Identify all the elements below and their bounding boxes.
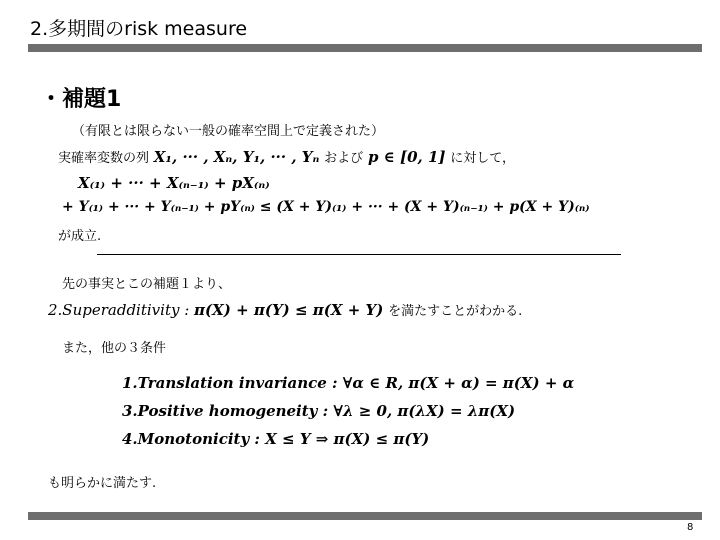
- inequality-line-2: + Y₍₁₎ + ··· + Y₍ₙ₋₁₎ + pY₍ₙ₎ ≤ (X + Y)₍₁₎ + ··· + (X + Y)₍ₙ₋₁₎ + p(X + Y)₍ₙ₎: [62, 199, 590, 215]
- also-text: また，他の３条件: [62, 341, 167, 356]
- holds-text: が成立.: [58, 229, 102, 244]
- p-math: p ∈ [0, 1]: [367, 148, 446, 166]
- separator-rule: [97, 254, 621, 255]
- superadditivity-label: 2.Superadditivity :: [48, 301, 190, 319]
- sequence-math: X₁, ··· , Xₙ, Y₁, ··· , Yₙ: [153, 148, 320, 166]
- slide-title: 2.多期間のrisk measure: [30, 18, 248, 40]
- condition-1: 1.Translation invariance : ∀α ∈ R, π(X + α) = π(X) + α: [122, 374, 575, 392]
- superadditivity-tail: を満たすことがわかる.: [388, 304, 523, 319]
- inequality-line-1: X₍₁₎ + ··· + X₍ₙ₋₁₎ + pX₍ₙ₎: [78, 174, 270, 192]
- conclusion-text: も明らかに満たす.: [48, 476, 157, 491]
- condition-3: 3.Positive homogeneity : ∀λ ≥ 0, π(λX) = λπ(X): [122, 402, 516, 420]
- lemma-note: （有限とは限らない一般の確率空間上で定義された）: [72, 124, 385, 139]
- intro-text: 実確率変数の列: [58, 151, 150, 166]
- superadditivity-math: π(X) + π(Y) ≤ π(X + Y): [194, 301, 384, 319]
- lemma-statement-line: [58, 147, 515, 166]
- top-divider: [28, 44, 702, 52]
- and-text: および: [324, 151, 364, 166]
- condition-4: 4.Monotonicity : X ≤ Y ⇒ π(X) ≤ π(Y): [122, 430, 430, 448]
- bottom-divider: [28, 512, 702, 520]
- prev-fact-text: 先の事実とこの補題１より、: [62, 277, 232, 292]
- lemma-heading: ・補題1: [40, 87, 122, 112]
- page-number: 8: [687, 522, 694, 533]
- against-text: に対して，: [450, 151, 516, 166]
- superadditivity-line: [48, 300, 522, 319]
